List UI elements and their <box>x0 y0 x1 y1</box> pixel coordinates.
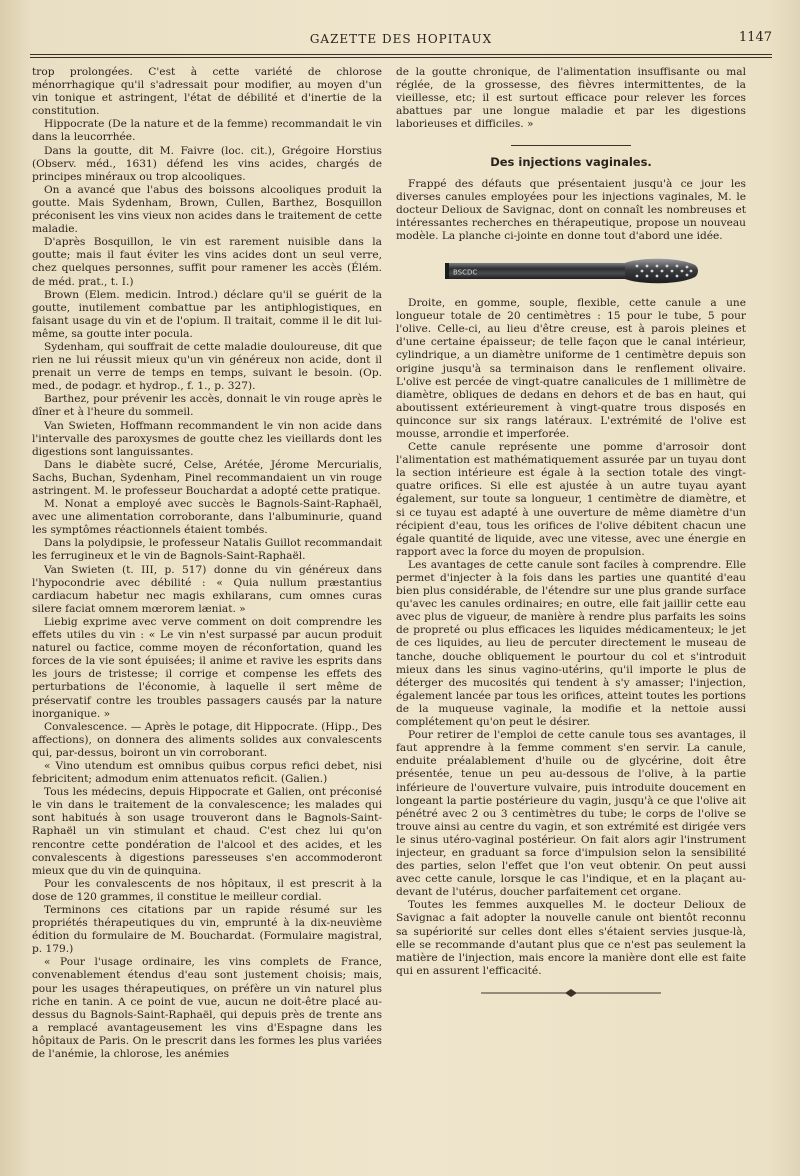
cannula-illustration <box>441 251 701 291</box>
left-column <box>32 66 382 1061</box>
cannula-drawing <box>441 251 701 291</box>
paragraph: Van Swieten (t. III, p. 517) donne du vin généreux dans l'hypocondrie avec débilité : « Quia nullum præstantius cardiacum habetur nec magis exhilarans, cum omnes curas silere faciat omnem mœrorem læniat. » <box>32 563 382 615</box>
paragraph: Sydenham, qui souffrait de cette maladie douloureuse, dit que rien ne lui réussit mieux qu'un vin généreux non acide, dont il prenait un verre de temps en temps, suivant le besoin. (Op. med., de podagr. et hydrop., f. 1., p. 327). <box>32 340 382 393</box>
paragraph: On a avancé que l'abus des boissons alcooliques produit la goutte. Mais Sydenham, Brown, Cullen, Barthez, Bosquillon préconisent les vins vieux non acides dans le traitement de cette maladie. <box>32 183 382 236</box>
section-title: Des injections vaginales. <box>490 155 652 170</box>
paragraph: Dans la polydipsie, le professeur Natalis Guillot recommandait les ferrugineux et le vin de Bagnols-Saint-Raphaël. <box>32 537 382 563</box>
masthead-title: GAZETTE DES HOPITAUX <box>309 32 493 46</box>
paragraph: Cette canule représente une pomme d'arrosoir dont l'alimentation est mathématiquement assurée par un tuyau dont la section intérieure est égale à la section totale des vingt-quatre orifices. Si elle est ajustée à un autre tuyau ayant également, sur toute sa longueur, 1 centimètre de diamètre, et si ce tuyau est adapté à une ouverture de même diamètre d'un récipient d'eau, tous les orifices de l'olive débitent chacun une égale quantité de liquide, avec une vitesse, avec une énergie en rapport avec la force du moyen de propulsion. <box>396 441 746 558</box>
paragraph: Les avantages de cette canule sont faciles à comprendre. Elle permet d'injecter à la fois dans les parties une quantité d'eau bien plus considérable, de l'étendre sur une plus grande surface qu'avec les canules ordinaires; en outre, elle fait jaillir cette eau avec plus de vigueur, de manière à rendre plus parfaits les soins de propreté ou plus efficaces les liquides médicamenteux; le jet de ces liquides, au lieu de percuter directement le museau de tanche, douche obliquement le pourtour du col et s'introduit mieux dans les sinus vagino-utérins, qu'il importe le plus de déterger des mucosités qui tendent à s'y amasser; l'injection, également lancée par tous les orifices, atteint toutes les portions de la muqueuse vaginale, la modifie et la nettoie aussi complétement qu'on peut le désirer. <box>396 558 746 729</box>
paragraph: Barthez, pour prévenir les accès, donnait le vin rouge après le dîner et à l'heure du sommeil. <box>32 393 382 419</box>
right-column <box>396 66 746 998</box>
paragraph: Toutes les femmes auxquelles M. le docteur Delioux de Savignac a fait adopter la nouvelle canule ont bientôt reconnu sa supériorité sur celles dont elles s'étaient servies jusque-là, elle se recommande d'autant plus que ce n'est pas seulement la matière de l'injection, mais encore la manière dont elle est faite qui en assurent l'efficacité. <box>396 899 746 977</box>
paragraph: Droite, en gomme, souple, flexible, cette canule a une longueur totale de 20 centimètres : 15 pour le tube, 5 pour l'olive. Celle-ci, au lieu d'être creuse, est à parois pleines et d'une certaine épaisseur; de telle façon que le canal intérieur, cylindrique, a un diamètre uniforme de 1 centimètre depuis son origine jusqu'à sa terminaison dans le renflement olivaire. L'olive est percée de vingt-quatre canalicules de 1 millimètre de diamètre, obliques de dedans en dehors et de bas en haut, qui aboutissent extérieurement à vingt-quatre trous disposés en quinconce sur six rangs latéraux. L'extrémité de l'olive est mousse, arrondie et imperforée. <box>396 297 746 440</box>
cannula-label: BSCDC <box>453 268 478 277</box>
paragraph: Liebig exprime avec verve comment on doit comprendre les effets utiles du vin : « Le vin n'est surpassé par aucun produit naturel ou factice, comme moyen de réconfortation, quand les forces de la vie sont épuisées; il anime et ravive les esprits dans les jours de tristesse; il corrige et compense les effets des perturbations de l'économie, à laquelle il sert même de préservatif contre les troubles passagers causés par la nature inorganique. » <box>32 615 382 720</box>
paragraph: Hippocrate (De la nature et de la femme) recommandait le vin dans la leucorrhée. <box>32 118 382 144</box>
paragraph: Dans la goutte, dit M. Faivre (loc. cit.), Grégoire Horstius (Observ. méd., 1631) défend les vins acides, chargés de principes minéraux ou trop alcooliques. <box>32 144 382 183</box>
paragraph: Brown (Elem. medicin. Introd.) déclare qu'il se guérit de la goutte, inutilement combattue par les antiphlogistiques, en faisant usage du vin et de l'opium. Il traitait, comme il le dit lui-même, sa goutte inter pocula. <box>32 288 382 340</box>
page-header <box>30 30 772 52</box>
paragraph: Pour retirer de l'emploi de cette canule tous ses avantages, il faut apprendre à la femme comment s'en servir. La canule, enduite préalablement d'huile ou de glycérine, doit être présentée, tenue un peu au-dessous de l'olive, à la partie inférieure de l'ouverture vulvaire, puis introduite doucement en longeant la partie postérieure du vagin, jusqu'à ce que l'olive ait pénétré avec 2 ou 3 centimètres du tube; le corps de l'olive se trouve ainsi au centre du vagin, et son extrémité est dirigée vers le sinus utéro-vaginal postérieur. On fait alors agir l'instrument injecteur, en graduant sa force d'impulsion selon la sensibilité des parties, selon l'effet que l'on veut obtenir. On peut aussi avec cette canule, lorsque le cas l'indique, et en la plaçant au-devant de l'utérus, doucher parfaitement cet organe. <box>396 729 746 899</box>
header-rule <box>30 54 772 55</box>
header-rule-double <box>30 57 772 58</box>
paragraph: Tous les médecins, depuis Hippocrate et Galien, ont préconisé le vin dans le traitement de la convalescence; les malades qui sont habitués à son usage trouveront dans le Bagnols-Saint-Raphaël un vin stimulant et chaud. C'est chez lui qu'on rencontre cette pondération de l'alcool et des acides, et les convalescents à digestions paresseuses s'en accommoderont mieux que du vin de quinquina. <box>32 786 382 877</box>
paragraph: Dans le diabète sucré, Celse, Arétée, Jérome Mercurialis, Sachs, Buchan, Sydenham, Pinel recommandaient un vin rouge astringent. M. le professeur Bouchardat a adopté cette pratique. <box>32 458 382 497</box>
paragraph: « Pour l'usage ordinaire, les vins complets de France, convenablement étendus d'eau sont justement choisis; mais, pour les usages thérapeutiques, on préfère un vin naturel plus riche en tanin. A ce point de vue, aucun ne doit-être placé au-dessus du Bagnols-Saint-Raphaël, qui depuis près de trente ans a remplacé avantageusement les vins d'Espagne dans les hôpitaux de Paris. On le prescrit dans les formes les plus variées de l'anémie, la chlorose, les anémies <box>32 956 382 1061</box>
paragraph: Pour les convalescents de nos hôpitaux, il est prescrit à la dose de 120 grammes, il constitue le meilleur cordial. <box>32 877 382 903</box>
paragraph: Van Swieten, Hoffmann recommandent le vin non acide dans l'intervalle des paroxysmes de goutte chez les vieillards dont les digestions sont languissantes. <box>32 419 382 458</box>
paragraph: Convalescence. — Après le potage, dit Hippocrate. (Hipp., Des affections), on donnera des aliments solides aux convalescents qui, par-dessus, boiront un vin corroborant. <box>32 720 382 759</box>
paragraph: Terminons ces citations par un rapide résumé sur les propriétés thérapeutiques du vin, emprunté à la dix-neuvième édition du formulaire de M. Bouchardat. (Formulaire magistral, p. 179.) <box>32 904 382 956</box>
paragraph: trop prolongées. C'est à cette variété de chlorose ménorrhagique qu'il s'adressait pour modifier, au moyen d'un vin tonique et astringent, l'état de débilité et d'inertie de la constitution. <box>32 66 382 118</box>
paragraph: Frappé des défauts que présentaient jusqu'à ce jour les diverses canules employées pour les injections vaginales, M. le docteur Delioux de Savignac, dont on connaît les nombreuses et intéressantes recherches en thérapeutique, propose un nouveau modèle. La planche ci-jointe en donne tout d'abord une idée. <box>396 177 746 242</box>
paragraph: D'après Bosquillon, le vin est rarement nuisible dans la goutte; mais il faut éviter les vins acides dont un seul verre, chez quelques personnes, suffit pour ramener les accès (Élém. de méd. prat., t. I.) <box>32 236 382 288</box>
paragraph: « Vino utendum est omnibus quibus corpus refici debet, nisi febricitent; admodum enim attenuatos reficit. (Galien.) <box>32 759 382 786</box>
paragraph: M. Nonat a employé avec succès le Bagnols-Saint-Raphaël, avec une alimentation corroborante, dans l'albuminurie, quand les symptômes réactionnels étaient tombés. <box>32 498 382 537</box>
page-number: 1147 <box>738 30 772 45</box>
paragraph: de la goutte chronique, de l'alimentation insuffisante ou mal réglée, de la grossesse, des fièvres intermittentes, de la vieillesse, etc; il est surtout efficace pour relever les forces abattues par une longue maladie et par les digestions laborieuses et difficiles. » <box>396 66 746 131</box>
end-ornament <box>471 988 671 998</box>
section-separator <box>511 145 631 146</box>
